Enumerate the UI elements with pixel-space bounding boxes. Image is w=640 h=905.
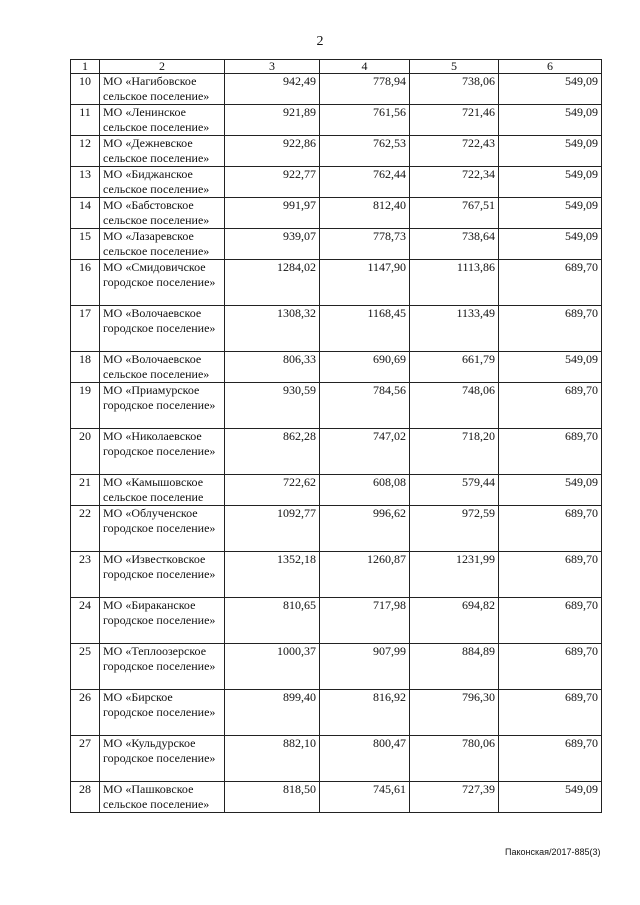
value-col4: 907,99 <box>320 644 410 690</box>
value-col3: 942,49 <box>225 74 320 105</box>
value-col5: 780,06 <box>410 736 499 782</box>
value-col5: 738,06 <box>410 74 499 105</box>
municipality-name: МО «Камышовское сельское поселение <box>100 475 225 506</box>
table-row <box>71 229 602 260</box>
table-row <box>71 105 602 136</box>
value-col6: 549,09 <box>499 105 602 136</box>
municipality-name: МО «Ленинское сельское поселение» <box>100 105 225 136</box>
column-header: 4 <box>320 60 410 74</box>
row-number: 27 <box>71 736 100 782</box>
value-col5: 722,34 <box>410 167 499 198</box>
value-col5: 1113,86 <box>410 260 499 306</box>
value-col3: 1284,02 <box>225 260 320 306</box>
row-number: 12 <box>71 136 100 167</box>
table-row <box>71 429 602 475</box>
row-number: 18 <box>71 352 100 383</box>
value-col3: 806,33 <box>225 352 320 383</box>
row-number: 17 <box>71 306 100 352</box>
value-col6: 549,09 <box>499 136 602 167</box>
value-col4: 717,98 <box>320 598 410 644</box>
table-row <box>71 644 602 690</box>
row-number: 20 <box>71 429 100 475</box>
value-col6: 689,70 <box>499 552 602 598</box>
table-row <box>71 690 602 736</box>
value-col6: 549,09 <box>499 782 602 813</box>
value-col3: 991,97 <box>225 198 320 229</box>
value-col3: 930,59 <box>225 383 320 429</box>
municipality-name: МО «Бирское городское поселение» <box>100 690 225 736</box>
value-col4: 1260,87 <box>320 552 410 598</box>
table-row <box>71 167 602 198</box>
value-col5: 1133,49 <box>410 306 499 352</box>
value-col6: 689,70 <box>499 260 602 306</box>
table-row <box>71 306 602 352</box>
row-number: 14 <box>71 198 100 229</box>
row-number: 22 <box>71 506 100 552</box>
value-col4: 747,02 <box>320 429 410 475</box>
value-col4: 996,62 <box>320 506 410 552</box>
municipality-name: МО «Биджанское сельское поселение» <box>100 167 225 198</box>
value-col3: 1092,77 <box>225 506 320 552</box>
table-row <box>71 74 602 105</box>
value-col3: 882,10 <box>225 736 320 782</box>
value-col6: 549,09 <box>499 198 602 229</box>
column-header: 6 <box>499 60 602 74</box>
value-col3: 921,89 <box>225 105 320 136</box>
value-col3: 810,65 <box>225 598 320 644</box>
municipality-name: МО «Смидовичское городское поселение» <box>100 260 225 306</box>
row-number: 26 <box>71 690 100 736</box>
municipality-name: МО «Кульдурское городское поселение» <box>100 736 225 782</box>
value-col4: 784,56 <box>320 383 410 429</box>
value-col5: 718,20 <box>410 429 499 475</box>
value-col5: 727,39 <box>410 782 499 813</box>
data-table <box>70 59 602 813</box>
row-number: 24 <box>71 598 100 644</box>
value-col4: 812,40 <box>320 198 410 229</box>
row-number: 28 <box>71 782 100 813</box>
value-col6: 689,70 <box>499 429 602 475</box>
document-footer: Паконская/2017-885(3) <box>505 847 601 857</box>
value-col4: 745,61 <box>320 782 410 813</box>
municipality-name: МО «Облученское городское поселение» <box>100 506 225 552</box>
value-col4: 608,08 <box>320 475 410 506</box>
table-row <box>71 782 602 813</box>
value-col6: 689,70 <box>499 306 602 352</box>
municipality-name: МО «Бабстовское сельское поселение» <box>100 198 225 229</box>
municipality-name: МО «Лазаревское сельское поселение» <box>100 229 225 260</box>
value-col4: 800,47 <box>320 736 410 782</box>
value-col5: 796,30 <box>410 690 499 736</box>
value-col6: 689,70 <box>499 506 602 552</box>
value-col3: 899,40 <box>225 690 320 736</box>
value-col5: 661,79 <box>410 352 499 383</box>
page-number: 2 <box>316 34 324 49</box>
value-col5: 1231,99 <box>410 552 499 598</box>
value-col3: 1352,18 <box>225 552 320 598</box>
value-col5: 748,06 <box>410 383 499 429</box>
table-row <box>71 552 602 598</box>
value-col5: 694,82 <box>410 598 499 644</box>
table-row <box>71 383 602 429</box>
column-header: 1 <box>71 60 100 74</box>
municipality-name: МО «Нагибовское сельское поселение» <box>100 74 225 105</box>
row-number: 16 <box>71 260 100 306</box>
value-col6: 689,70 <box>499 690 602 736</box>
value-col4: 816,92 <box>320 690 410 736</box>
value-col5: 972,59 <box>410 506 499 552</box>
value-col3: 862,28 <box>225 429 320 475</box>
row-number: 25 <box>71 644 100 690</box>
value-col6: 549,09 <box>499 74 602 105</box>
value-col6: 549,09 <box>499 352 602 383</box>
value-col5: 579,44 <box>410 475 499 506</box>
row-number: 13 <box>71 167 100 198</box>
value-col4: 778,73 <box>320 229 410 260</box>
value-col3: 922,77 <box>225 167 320 198</box>
table-header-row <box>71 60 602 74</box>
table-row <box>71 475 602 506</box>
row-number: 21 <box>71 475 100 506</box>
table-row <box>71 198 602 229</box>
table-row <box>71 352 602 383</box>
table-row <box>71 136 602 167</box>
table-row <box>71 260 602 306</box>
value-col4: 761,56 <box>320 105 410 136</box>
value-col6: 689,70 <box>499 736 602 782</box>
value-col4: 778,94 <box>320 74 410 105</box>
value-col6: 549,09 <box>499 167 602 198</box>
value-col3: 722,62 <box>225 475 320 506</box>
value-col5: 884,89 <box>410 644 499 690</box>
value-col6: 549,09 <box>499 475 602 506</box>
municipality-name: МО «Дежневское сельское поселение» <box>100 136 225 167</box>
value-col4: 762,44 <box>320 167 410 198</box>
municipality-name: МО «Известковское городское поселение» <box>100 552 225 598</box>
value-col6: 549,09 <box>499 229 602 260</box>
row-number: 15 <box>71 229 100 260</box>
row-number: 19 <box>71 383 100 429</box>
municipality-name: МО «Теплоозерское городское поселение» <box>100 644 225 690</box>
row-number: 11 <box>71 105 100 136</box>
municipality-name: МО «Николаевское городское поселение» <box>100 429 225 475</box>
value-col6: 689,70 <box>499 383 602 429</box>
value-col3: 818,50 <box>225 782 320 813</box>
value-col3: 922,86 <box>225 136 320 167</box>
municipality-name: МО «Волочаевское сельское поселение» <box>100 352 225 383</box>
municipality-name: МО «Пашковское сельское поселение» <box>100 782 225 813</box>
value-col3: 1308,32 <box>225 306 320 352</box>
column-header: 2 <box>100 60 225 74</box>
value-col5: 738,64 <box>410 229 499 260</box>
value-col4: 690,69 <box>320 352 410 383</box>
municipality-name: МО «Приамурское городское поселение» <box>100 383 225 429</box>
value-col5: 767,51 <box>410 198 499 229</box>
value-col3: 939,07 <box>225 229 320 260</box>
value-col6: 689,70 <box>499 598 602 644</box>
municipality-name: МО «Бираканское городское поселение» <box>100 598 225 644</box>
column-header: 5 <box>410 60 499 74</box>
value-col4: 1147,90 <box>320 260 410 306</box>
value-col6: 689,70 <box>499 644 602 690</box>
municipality-name: МО «Волочаевское городское поселение» <box>100 306 225 352</box>
table-row <box>71 736 602 782</box>
table-row <box>71 506 602 552</box>
value-col3: 1000,37 <box>225 644 320 690</box>
row-number: 10 <box>71 74 100 105</box>
table-row <box>71 598 602 644</box>
value-col4: 1168,45 <box>320 306 410 352</box>
value-col4: 762,53 <box>320 136 410 167</box>
value-col5: 721,46 <box>410 105 499 136</box>
value-col5: 722,43 <box>410 136 499 167</box>
column-header: 3 <box>225 60 320 74</box>
row-number: 23 <box>71 552 100 598</box>
